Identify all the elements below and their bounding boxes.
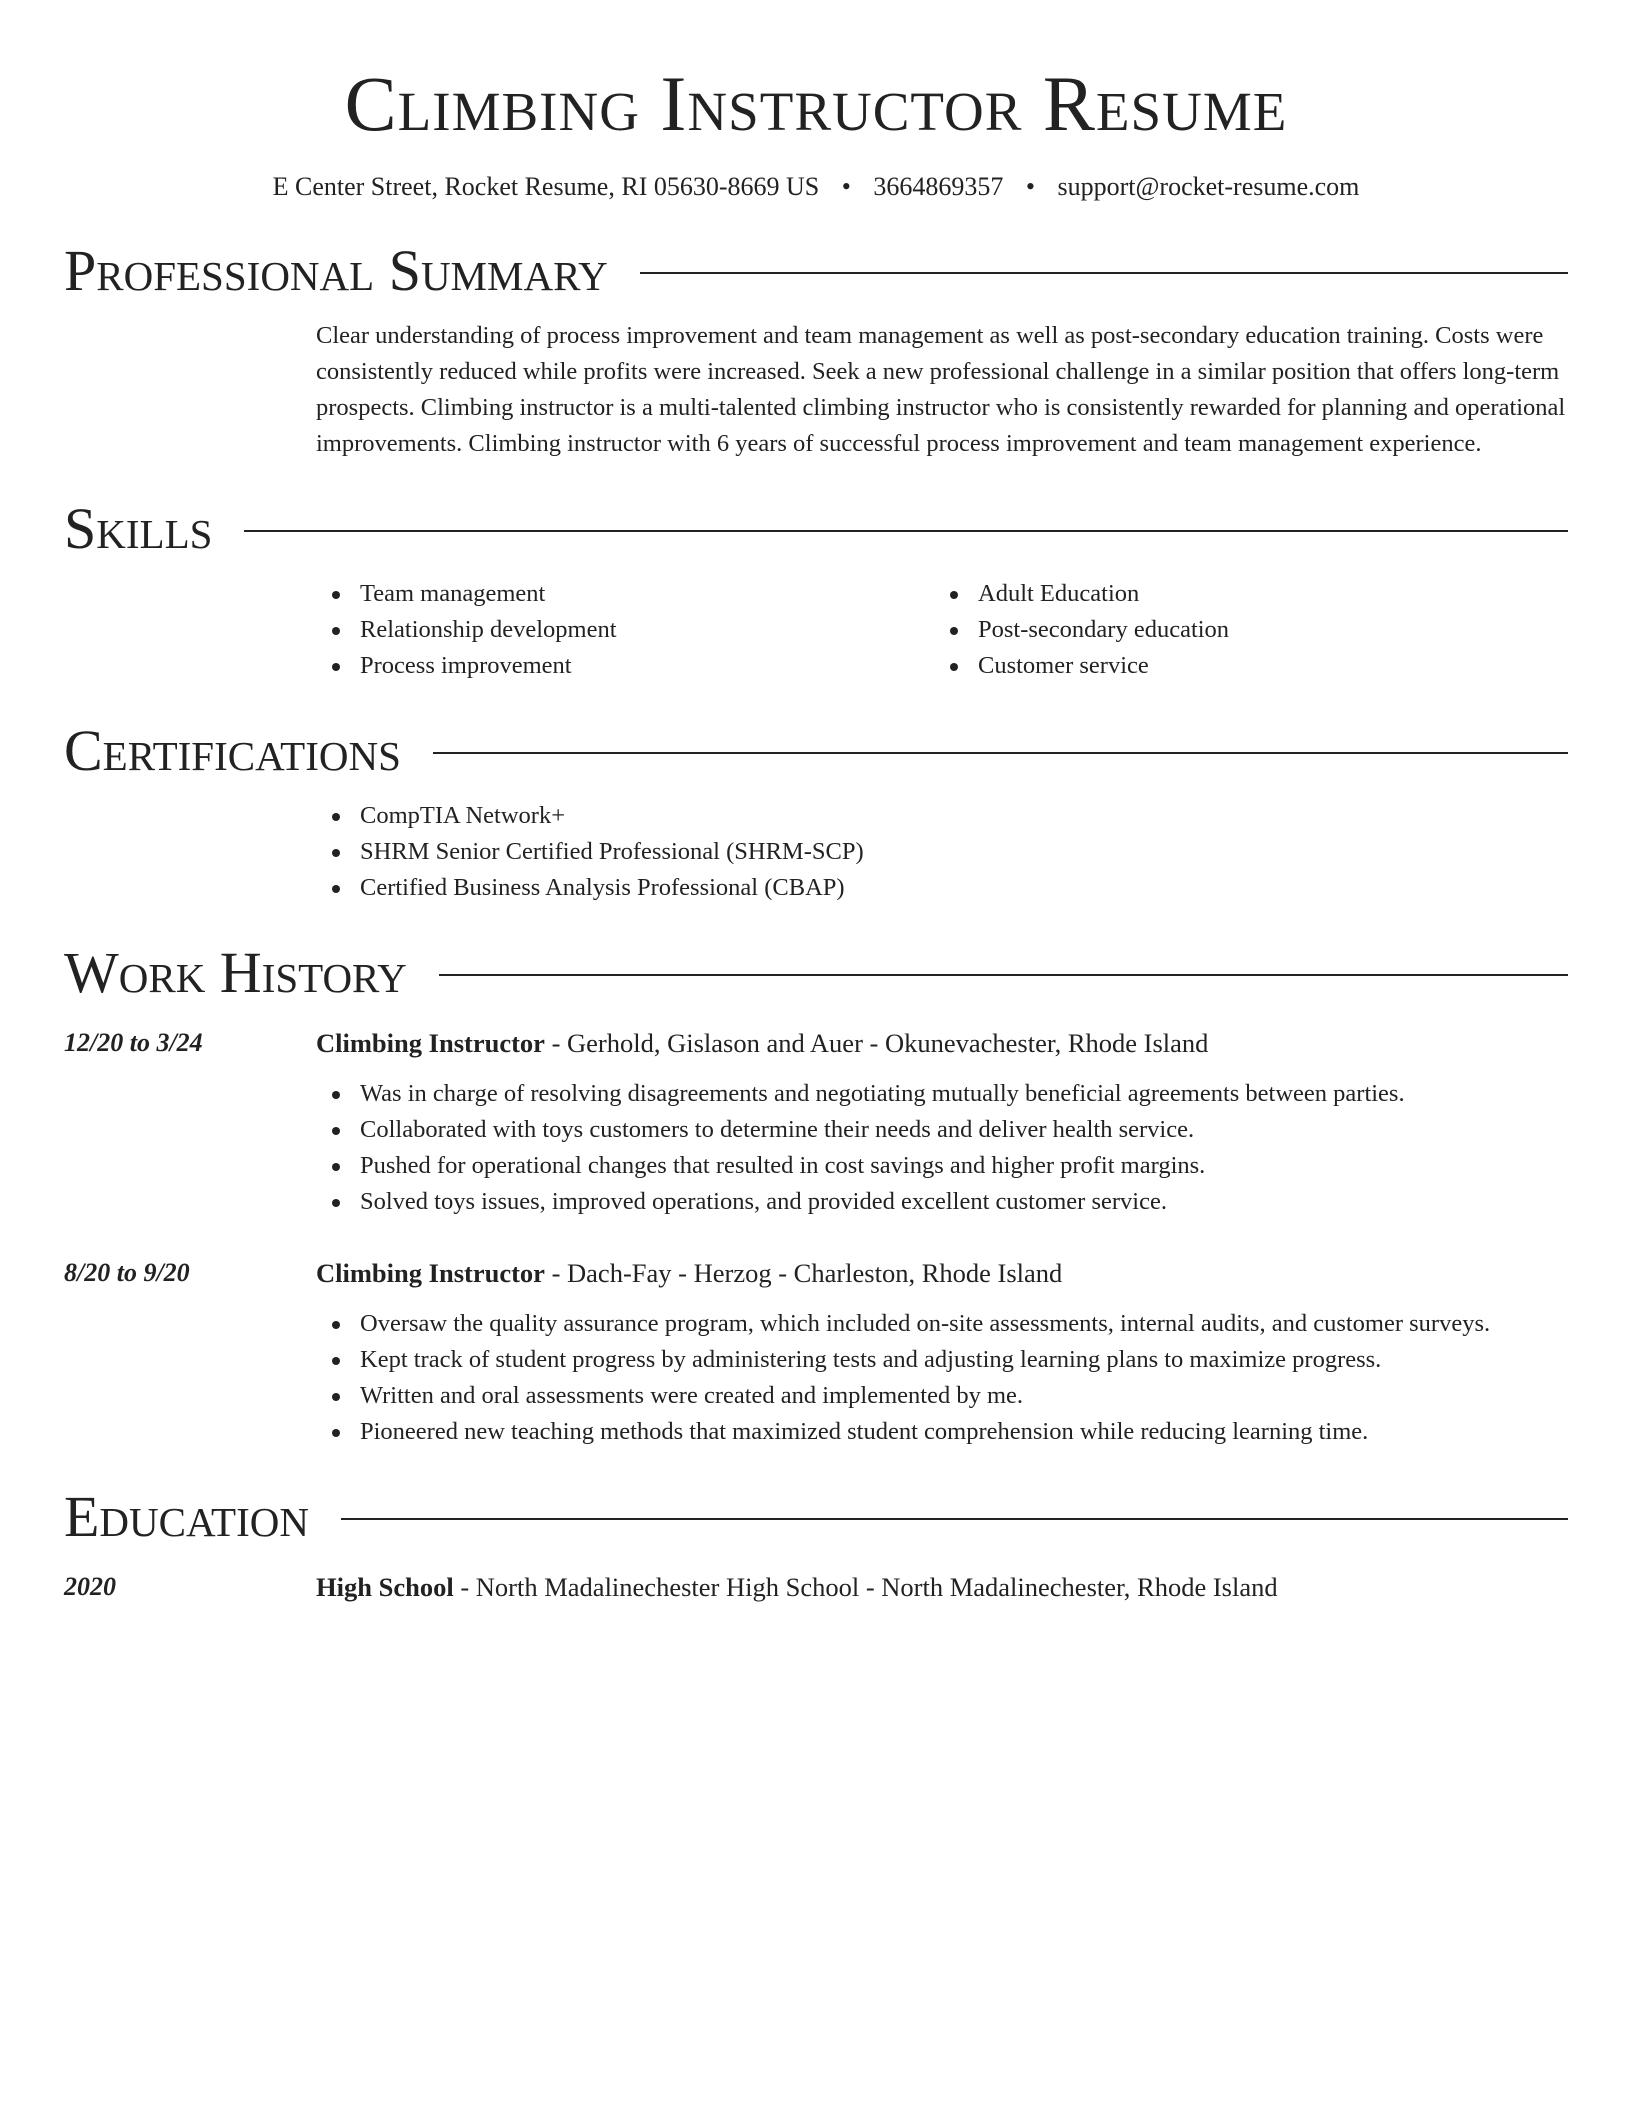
section-divider <box>433 752 1568 754</box>
work-details <box>316 1024 1568 1220</box>
summary-text: Clear understanding of process improvement and team management as well as post-secondary education training. Costs were consistently reduced while profits were increased. Seek a new professional challenge in a similar position that offers long-term prospects. Climbing instructor is a multi-talented climbing instructor who is consistently rewarded for planning and operational improvements. Climbing instructor with 6 years of successful process improvement and team management experience. <box>316 322 1566 457</box>
contact-email: support@rocket-resume.com <box>1057 172 1360 201</box>
education-entry <box>64 1568 1568 1606</box>
certifications-section-header <box>64 718 1568 784</box>
skills-section-header <box>64 496 1568 562</box>
work-section-header <box>64 940 1568 1006</box>
education-year: 2020 <box>64 1572 116 1601</box>
job-employer-location: - Dach-Fay - Herzog - Charleston, Rhode Island <box>544 1258 1063 1288</box>
work-details <box>316 1254 1568 1450</box>
work-bullet: Was in charge of resolving disagreements and negotiating mutually beneficial agreements between parties. <box>316 1076 1568 1112</box>
work-bullet: Collaborated with toys customers to determine their needs and deliver health service. <box>316 1112 1568 1148</box>
contact-separator: • <box>841 172 851 201</box>
education-title-line <box>316 1568 1568 1606</box>
contact-phone: 3664869357 <box>873 172 1004 201</box>
contact-line <box>64 170 1568 204</box>
job-role: Climbing Instructor <box>316 1258 545 1288</box>
work-entry <box>64 1024 1568 1220</box>
job-role: Climbing Instructor <box>316 1028 545 1058</box>
education-degree: High School <box>316 1572 454 1602</box>
certification-item: SHRM Senior Certified Professional (SHRM-SCP) <box>316 834 1568 870</box>
skill-item: Relationship development <box>316 612 934 648</box>
section-divider <box>439 974 1568 976</box>
skills-heading: Skills <box>64 496 213 561</box>
work-dates: 8/20 to 9/20 <box>64 1258 190 1287</box>
skills-column-left <box>316 576 934 684</box>
education-heading: Education <box>64 1484 309 1549</box>
certification-item: CompTIA Network+ <box>316 798 1568 834</box>
work-bullet: Kept track of student progress by administering tests and adjusting learning plans to maximize progress. <box>316 1342 1568 1378</box>
work-bullet: Written and oral assessments were created and implemented by me. <box>316 1378 1568 1414</box>
section-divider <box>244 530 1568 532</box>
work-bullets <box>316 1306 1568 1450</box>
summary-heading: Professional Summary <box>64 238 608 303</box>
work-bullet: Pushed for operational changes that resulted in cost savings and higher profit margins. <box>316 1148 1568 1184</box>
skill-item: Customer service <box>934 648 1552 684</box>
section-divider <box>341 1518 1568 1520</box>
skill-item: Team management <box>316 576 934 612</box>
work-bullets <box>316 1076 1568 1220</box>
work-title-line <box>316 1024 1568 1062</box>
education-details <box>316 1568 1568 1606</box>
work-title-line <box>316 1254 1568 1292</box>
education-section-header <box>64 1484 1568 1550</box>
work-bullet: Oversaw the quality assurance program, which included on-site assessments, internal audits, and customer surveys. <box>316 1306 1568 1342</box>
resume-title: Climbing Instructor Resume <box>344 60 1288 147</box>
certification-item: Certified Business Analysis Professional (CBAP) <box>316 870 1568 906</box>
work-heading: Work History <box>64 940 407 1005</box>
job-employer-location: - Gerhold, Gislason and Auer - Okunevachester, Rhode Island <box>544 1028 1209 1058</box>
summary-section-header <box>64 238 1568 304</box>
certifications-heading: Certifications <box>64 718 401 783</box>
contact-address: E Center Street, Rocket Resume, RI 05630-8669 US <box>272 172 820 201</box>
work-bullet: Pioneered new teaching methods that maximized student comprehension while reducing learning time. <box>316 1414 1568 1450</box>
skill-item: Adult Education <box>934 576 1552 612</box>
contact-separator: • <box>1025 172 1035 201</box>
skills-list <box>316 576 1568 684</box>
skill-item: Post-secondary education <box>934 612 1552 648</box>
section-divider <box>640 272 1568 274</box>
skill-item: Process improvement <box>316 648 934 684</box>
work-bullet: Solved toys issues, improved operations, and provided excellent customer service. <box>316 1184 1568 1220</box>
education-school-location: - North Madalinechester High School - North Madalinechester, Rhode Island <box>453 1572 1278 1602</box>
work-entry <box>64 1254 1568 1450</box>
certifications-list <box>316 798 1568 906</box>
skills-column-right <box>934 576 1552 684</box>
work-dates: 12/20 to 3/24 <box>64 1028 203 1057</box>
